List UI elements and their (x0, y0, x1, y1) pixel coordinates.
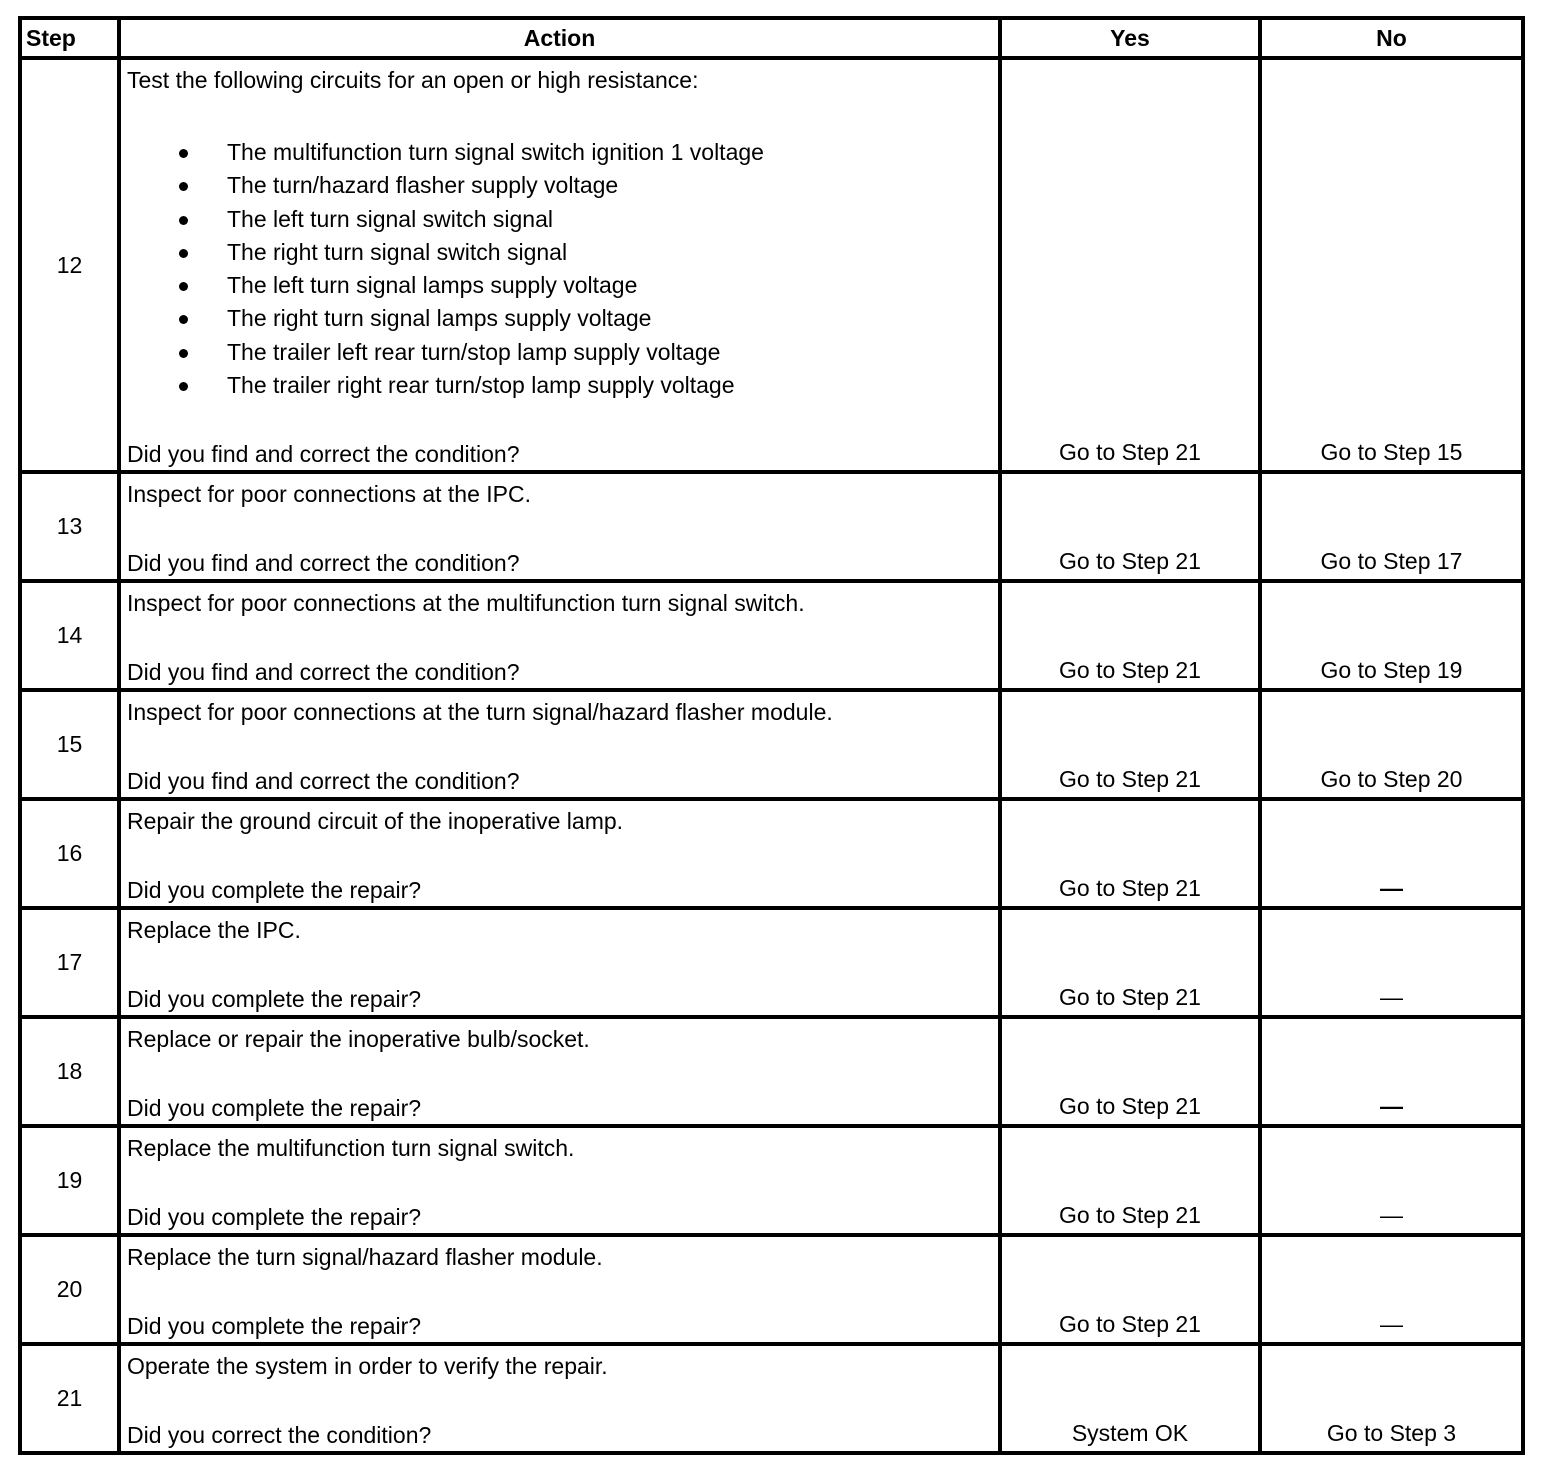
bullet-icon (179, 282, 188, 291)
bullet-icon (179, 315, 188, 324)
list-item: The right turn signal lamps supply voltage (127, 302, 992, 335)
header-step: Step (20, 18, 119, 58)
no-result (1260, 908, 1523, 1017)
action-text: Replace or repair the inoperative bulb/socket. (127, 1026, 590, 1052)
table-row (20, 58, 1523, 472)
action-text: Inspect for poor connections at the turn signal/hazard flasher module. (127, 699, 833, 725)
dash-value: — (1380, 1202, 1403, 1228)
yes-result: System OK (1000, 1344, 1260, 1453)
yes-result: Go to Step 21 (1000, 908, 1260, 1017)
action-cell (119, 799, 1000, 908)
header-row (20, 18, 1523, 58)
action-cell (119, 1344, 1000, 1453)
header-action: Action (119, 18, 1000, 58)
no-result (1260, 1126, 1523, 1235)
table-row (20, 1017, 1523, 1126)
diagnostic-table (18, 16, 1525, 1455)
bullet-icon (179, 249, 188, 258)
list-item: The multifunction turn signal switch ignition 1 voltage (127, 136, 992, 169)
step-number: 21 (20, 1344, 119, 1453)
yes-result: Go to Step 21 (1000, 1235, 1260, 1344)
no-result (1260, 1235, 1523, 1344)
action-text: Operate the system in order to verify the repair. (127, 1353, 608, 1379)
yes-result: Go to Step 21 (1000, 581, 1260, 690)
bullet-icon (179, 149, 188, 158)
table-row (20, 1235, 1523, 1344)
list-item: The right turn signal switch signal (127, 236, 992, 269)
dash-value: — (1380, 1093, 1403, 1119)
step-number: 13 (20, 472, 119, 581)
table-row (20, 1344, 1523, 1453)
action-text: Test the following circuits for an open or high resistance: (127, 67, 699, 93)
question-text: Did you complete the repair? (127, 877, 422, 903)
no-result: Go to Step 17 (1260, 472, 1523, 581)
yes-result: Go to Step 21 (1000, 799, 1260, 908)
action-text: Repair the ground circuit of the inoperative lamp. (127, 808, 624, 834)
step-number: 16 (20, 799, 119, 908)
action-cell (119, 1235, 1000, 1344)
question-text: Did you find and correct the condition? (127, 768, 520, 794)
dash-value: — (1380, 875, 1403, 901)
table-row (20, 908, 1523, 1017)
list-item: The turn/hazard flasher supply voltage (127, 169, 992, 202)
question-text: Did you find and correct the condition? (127, 550, 520, 576)
no-result: Go to Step 19 (1260, 581, 1523, 690)
circuit-list (127, 136, 992, 402)
table-row (20, 799, 1523, 908)
action-cell (119, 690, 1000, 799)
list-item: The left turn signal switch signal (127, 203, 992, 236)
no-result: Go to Step 20 (1260, 690, 1523, 799)
step-number: 15 (20, 690, 119, 799)
action-cell (119, 908, 1000, 1017)
action-text: Inspect for poor connections at the multifunction turn signal switch. (127, 590, 805, 616)
action-cell (119, 58, 1000, 472)
action-text: Inspect for poor connections at the IPC. (127, 481, 532, 507)
question-text: Did you complete the repair? (127, 1095, 422, 1121)
yes-result: Go to Step 21 (1000, 690, 1260, 799)
header-no: No (1260, 18, 1523, 58)
yes-result: Go to Step 21 (1000, 1126, 1260, 1235)
action-cell (119, 1126, 1000, 1235)
question-text: Did you correct the condition? (127, 1422, 432, 1448)
question-text: Did you find and correct the condition? (127, 659, 520, 685)
list-item: The left turn signal lamps supply voltage (127, 269, 992, 302)
header-yes: Yes (1000, 18, 1260, 58)
no-result (1260, 799, 1523, 908)
action-cell (119, 1017, 1000, 1126)
table-row (20, 472, 1523, 581)
question-text: Did you complete the repair? (127, 986, 422, 1012)
step-number: 17 (20, 908, 119, 1017)
question-text: Did you find and correct the condition? (127, 441, 520, 467)
bullet-icon (179, 182, 188, 191)
step-number: 20 (20, 1235, 119, 1344)
bullet-icon (179, 382, 188, 391)
yes-result: Go to Step 21 (1000, 472, 1260, 581)
no-result (1260, 1017, 1523, 1126)
bullet-icon (179, 349, 188, 358)
action-text: Replace the IPC. (127, 917, 301, 943)
question-text: Did you complete the repair? (127, 1204, 422, 1230)
question-text: Did you complete the repair? (127, 1313, 422, 1339)
list-item: The trailer left rear turn/stop lamp supply voltage (127, 336, 992, 369)
action-cell (119, 472, 1000, 581)
no-result: Go to Step 3 (1260, 1344, 1523, 1453)
table-row (20, 581, 1523, 690)
table-row (20, 1126, 1523, 1235)
action-cell (119, 581, 1000, 690)
dash-value: — (1380, 984, 1403, 1010)
no-result: Go to Step 15 (1260, 58, 1523, 472)
step-number: 12 (20, 58, 119, 472)
yes-result: Go to Step 21 (1000, 58, 1260, 472)
step-number: 14 (20, 581, 119, 690)
dash-value: — (1380, 1311, 1403, 1337)
step-number: 18 (20, 1017, 119, 1126)
list-item: The trailer right rear turn/stop lamp supply voltage (127, 369, 992, 402)
yes-result: Go to Step 21 (1000, 1017, 1260, 1126)
action-text: Replace the multifunction turn signal switch. (127, 1135, 575, 1161)
action-text: Replace the turn signal/hazard flasher module. (127, 1244, 603, 1270)
step-number: 19 (20, 1126, 119, 1235)
table-row (20, 690, 1523, 799)
bullet-icon (179, 216, 188, 225)
